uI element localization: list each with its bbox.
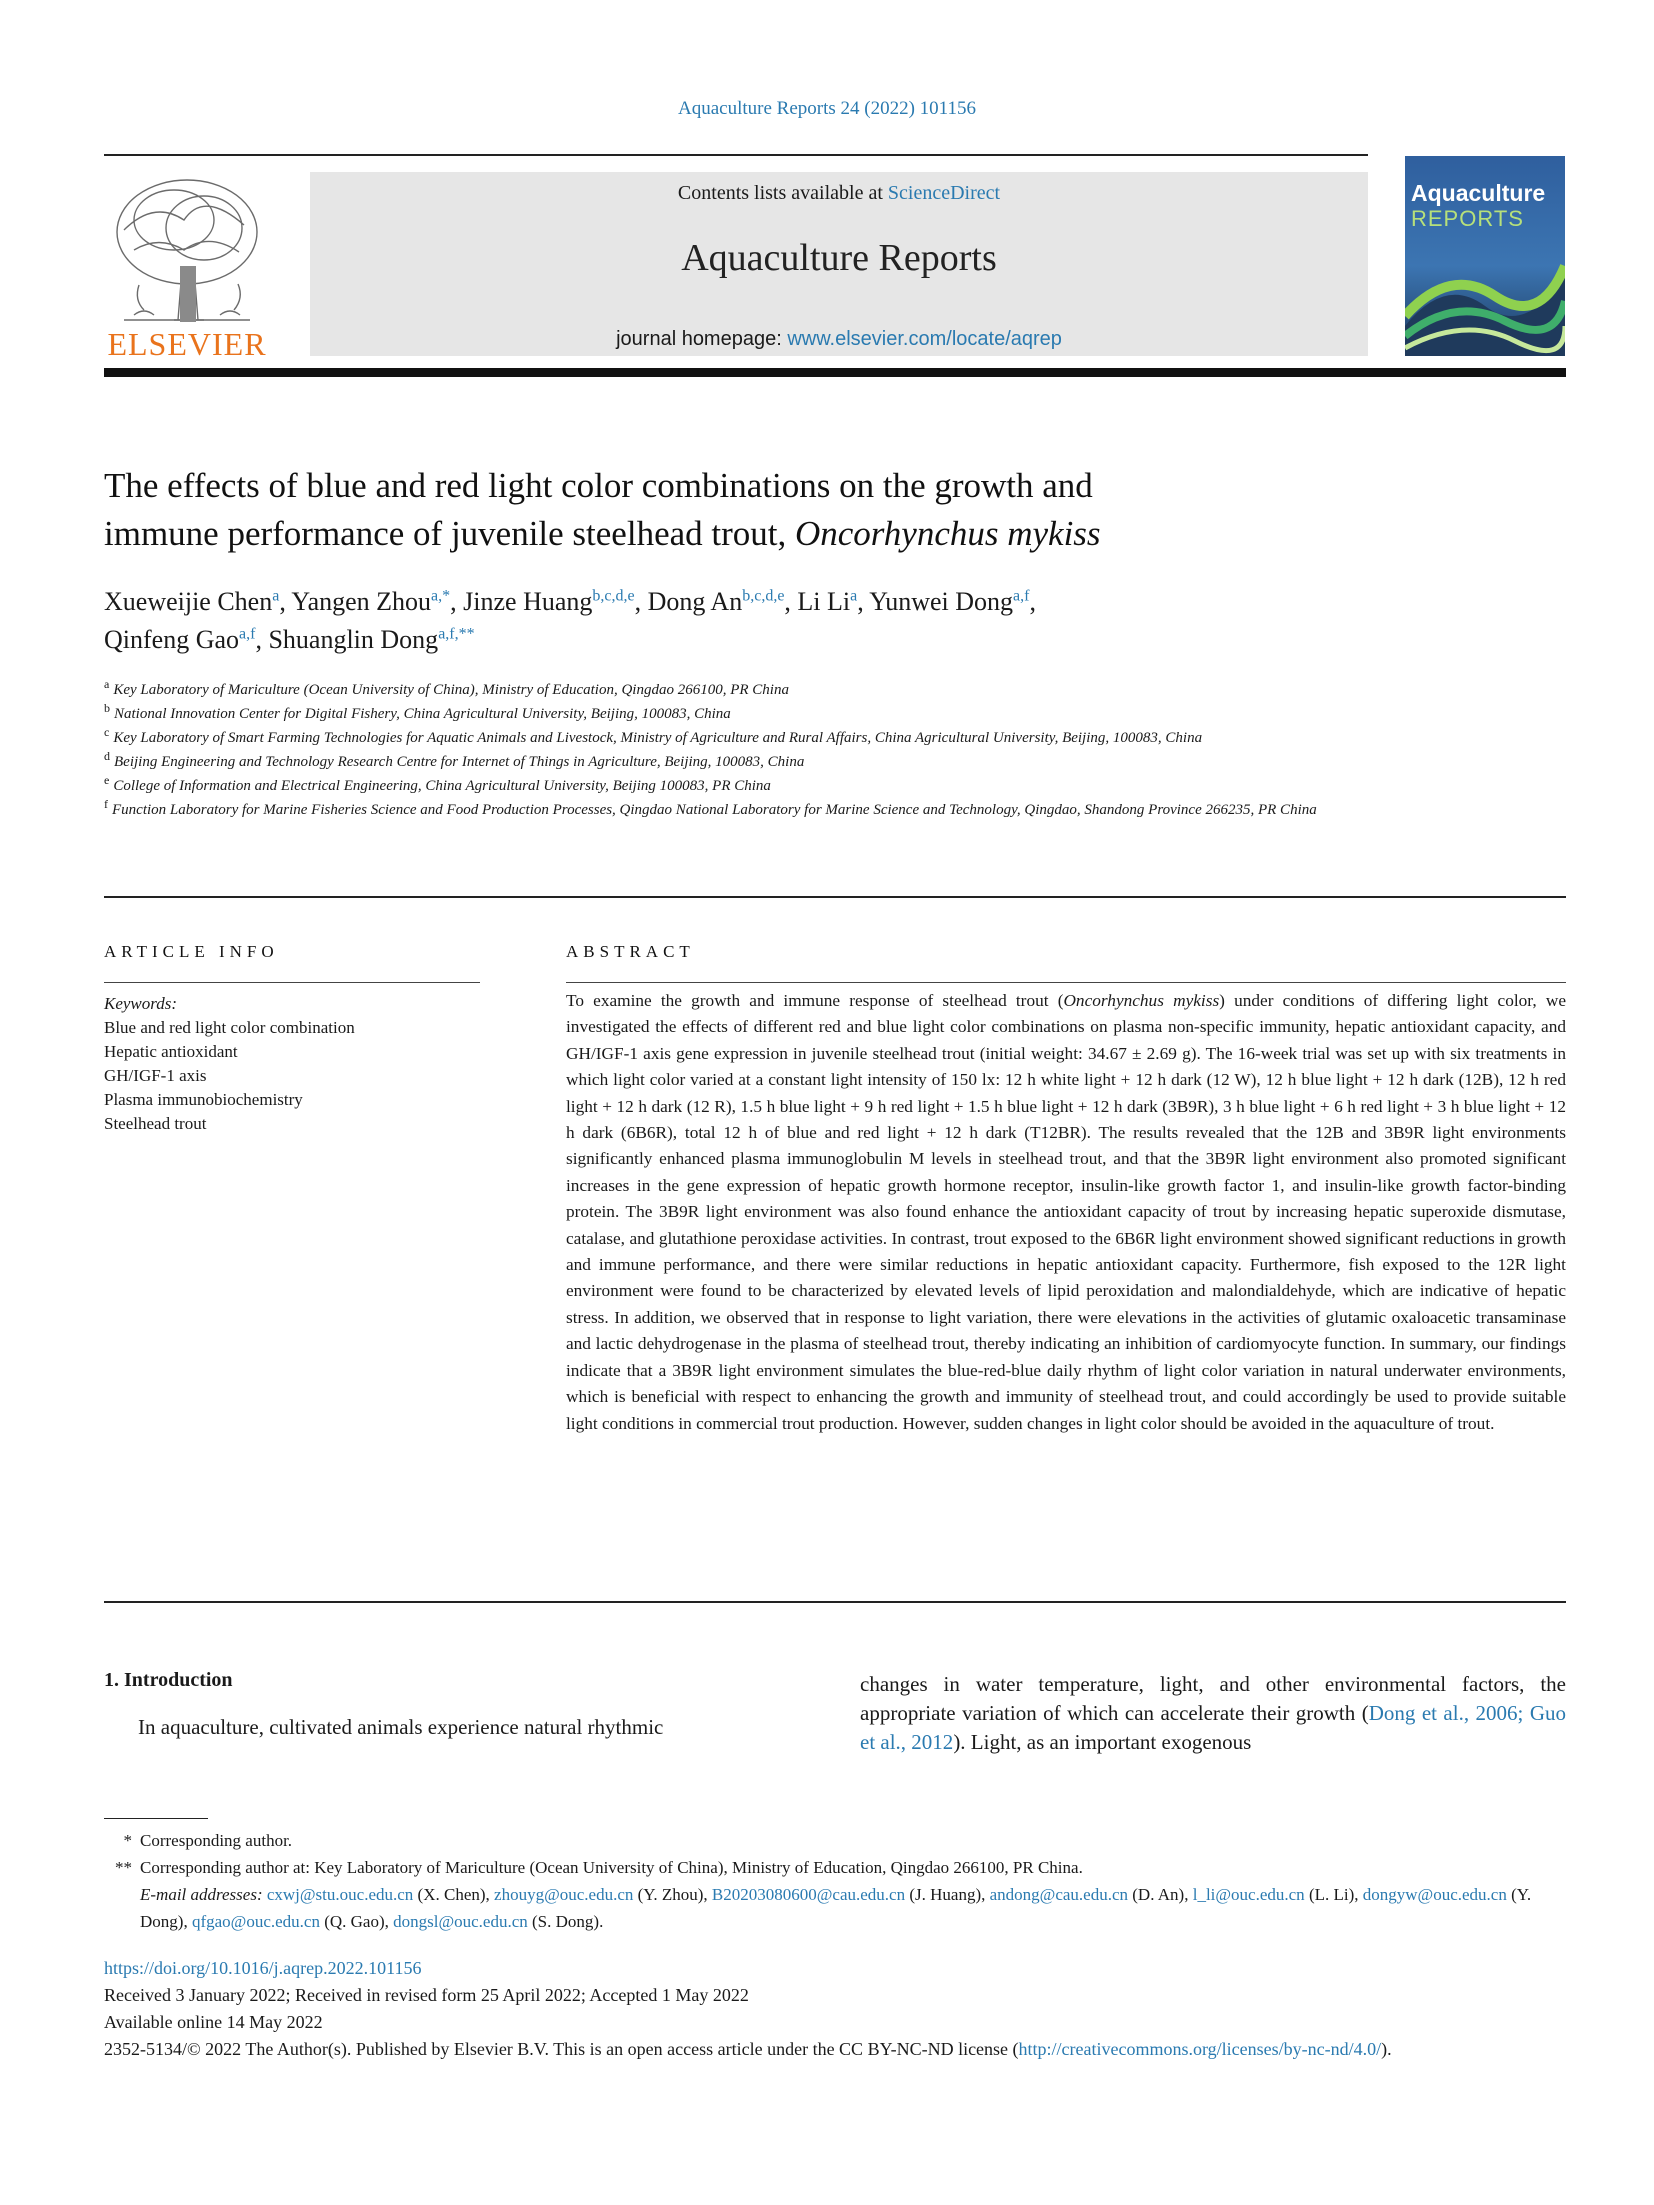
introduction-right-column: changes in water temperature, light, and other environmental factors, the appropriate variation of which can accelerate their growth (Dong et al., 2006; Guo et al., 2012). Light, as an important exogenous [860,1672,1566,1754]
license-note: 2352-5134/© 2022 The Author(s). Published by Elsevier B.V. This is an open access article under the CC BY-NC-ND license (http://creativecommons.org/licenses/by-nc-nd/4.0/). [104,2039,1392,2059]
affiliation: $^a$ Key Laboratory of Mariculture (Ocean University of China), Ministry of Education, Qingdao 266100, PR China [104,677,789,698]
section-rule [104,896,1566,898]
keyword: Hepatic antioxidant [104,1042,238,1061]
keywords-block [104,992,480,1136]
abstract-text: To examine the growth and immune response of steelhead trout (Oncorhynchus mykiss) under conditions of differing light color, we investigated the effects of different red and blue light color combinations on plasma non-specific immunity, hepatic antioxidant capacity, and GH/IGF-1 axis gene expression in juvenile steelhead trout (initial weight: 34.67 ± 2.69 g). The 16-week trial was set up with six treatments in which light color varied at a constant light intensity of 150 lx: 12 h white light + 12 h dark (12 W), 12 h blue light + 12 h dark (12B), 12 h red light + 12 h dark (12 R), 1.5 h blue light + 9 h red light + 1.5 h blue light + 12 h dark (3B9R), 3 h blue light + 6 h red light + 3 h blue light + 12 h dark (6B6R), total 12 h of blue and red light + 12 h dark (T12BR). The results revealed that the 12B and 3B9R light environments significantly enhanced plasma immunoglobulin M levels in steelhead trout, and that the 3B9R light environment also promoted significant increases in the gene expression of hepatic growth hormone receptor, insulin-like growth factor 1, and insulin-like growth factor-binding protein. The 3B9R light environment was also found enhance the antioxidant capacity of trout by increasing hepatic superoxide dismutase, catalase, and glutathione peroxidase activities. In contrast, trout exposed to the 6B6R light environment showed significant reductions in growth and immune performance, and there were similar reductions in hepatic antioxidant capacity. Furthermore, fish exposed to the 12R light environment were found to be characterized by elevated levels of lipid peroxidation and malondialdehyde, which are indicative of hepatic stress. In addition, we observed that in response to light variation, there were elevations in the activities of glutamic oxaloacetic transaminase and lactic dehydrogenase in the plasma of steelhead trout, thereby indicating an inhibition of cardiomyocyte function. In summary, our findings indicate that a 3B9R light environment simulates the blue-red-blue daily rhythm of light color variation in natural underwater environments, which is beneficial with respect to enhancing the growth and immunity of steelhead trout, and could accordingly be used to provide suitable light conditions in commercial trout production. However, sudden changes in light color should be avoided in the aquaculture of trout. [566,991,1566,1433]
email-link[interactable]: dongsl@ouc.edu.cn [393,1912,528,1931]
article-info-heading: ARTICLE INFO [104,942,279,961]
abstract-heading: ABSTRACT [566,942,695,961]
footnotes [104,1827,1566,1935]
received-dates: Received 3 January 2022; Received in revised form 25 April 2022; Accepted 1 May 2022 [104,1985,749,2005]
introduction-left-column: In aquaculture, cultivated animals experience natural rhythmic [138,1715,664,1739]
article-info-rule [104,982,480,983]
affiliation: $^d$ Beijing Engineering and Technology Research Centre for Internet of Things in Agriculture, Beijing, 100083, China [104,749,805,770]
abstract-rule [566,982,1566,983]
homepage-link[interactable]: www.elsevier.com/locate/aqrep [787,328,1062,350]
cover-title-line1: Aquaculture [1411,180,1546,206]
email-link[interactable]: B20203080600@cau.edu.cn [711,1885,906,1904]
contents-line: Contents lists available at ScienceDirect [677,182,1001,204]
publication-info [104,1955,1566,2063]
masthead-bottom-rule [104,368,1566,377]
email-addresses: E-mail addresses: cxwj@stu.ouc.edu.cn (X. Chen), zhouyg@ouc.edu.cn (Y. Zhou), B20203080600@cau.edu.cn (J. Huang), andong@cau.edu.cn (D. An), l_li@ouc.edu.cn (L. Li), dongyw@ouc.edu.cn (Y. Dong), qfgao@ouc.edu.cn (Q. Gao), dongsl@ouc.edu.cn (S. Dong). [140,1885,1532,1931]
online-date: Available online 14 May 2022 [104,2012,323,2032]
journal-name: Aquaculture Reports [681,237,997,279]
cover-title-line2: REPORTS [1411,206,1524,231]
license-link[interactable]: http://creativecommons.org/licenses/by-nc-nd/4.0/ [1018,2039,1382,2059]
email-link[interactable]: qfgao@ouc.edu.cn [191,1912,320,1931]
keyword: Blue and red light color combination [104,1018,355,1037]
header-rule [104,154,1368,156]
author[interactable]: Li Li$^a$ [797,587,858,616]
email-link[interactable]: dongyw@ouc.edu.cn [1362,1885,1507,1904]
affiliation: $^b$ National Innovation Center for Digital Fishery, China Agricultural University, Beijing, 100083, China [104,701,731,722]
journal-homepage: journal homepage: www.elsevier.com/locate/aqrep [616,328,1062,350]
journal-cover-image[interactable] [1405,156,1565,356]
corresponding-author-note: ** Corresponding author at: Key Laboratory of Mariculture (Ocean University of China), Ministry of Education, Qingdao 266100, PR China. [115,1858,1083,1877]
author[interactable]: Shuanglin Dong$^{a,f,**}$ [268,625,475,654]
article-title: The effects of blue and red light color combinations on the growth and immune performance of juvenile steelhead trout, Oncorhynchus mykiss [104,466,1101,553]
keyword: Plasma immunobiochemistry [104,1090,303,1109]
email-link[interactable]: andong@cau.edu.cn [989,1885,1129,1904]
author[interactable]: Jinze Huang$^{b,c,d,e}$ [463,587,635,616]
author[interactable]: Qinfeng Gao$^{a,f}$ [104,625,256,654]
cover-wave-art [1405,256,1565,356]
sciencedirect-link[interactable]: ScienceDirect [887,182,1001,204]
abstract-bottom-rule [104,1601,1566,1603]
doi-link[interactable]: https://doi.org/10.1016/j.aqrep.2022.101156 [104,1958,422,1978]
affiliation: $^f$ Function Laboratory for Marine Fisheries Science and Food Production Processes, Qingdao National Laboratory for Marine Science and Technology, Qingdao, Shandong Province 266235, PR China [104,797,1317,818]
keyword: Steelhead trout [104,1114,207,1133]
author[interactable]: Xueweijie Chen$^a$ [104,587,280,616]
affiliation: $^e$ College of Information and Electrical Engineering, China Agricultural University, Beijing 100083, PR China [104,773,771,794]
author-list: Xueweijie Chen$^a$, Yangen Zhou$^{a,*}$, Jinze Huang$^{b,c,d,e}$, Dong An$^{b,c,d,e}$, Li Li$^a$, Yunwei Dong$^{a,f}$, Qinfeng Gao$^{a,f}$, Shuanglin Dong$^{a,f,**}$ [104,587,1036,654]
email-link[interactable]: l_li@ouc.edu.cn [1192,1885,1305,1904]
keywords-label: Keywords: [104,994,178,1013]
footnote-rule [104,1818,208,1819]
introduction-heading: 1. Introduction [104,1669,233,1691]
journal-reference[interactable]: Aquaculture Reports 24 (2022) 101156 [678,98,976,119]
email-link[interactable]: cxwj@stu.ouc.edu.cn [266,1885,414,1904]
corresponding-author-note: * Corresponding author. [123,1831,293,1850]
keyword: GH/IGF-1 axis [104,1066,207,1085]
affiliation: $^c$ Key Laboratory of Smart Farming Technologies for Aquatic Animals and Livestock, Ministry of Agriculture and Rural Affairs, China Agricultural University, Beijing, 100083, China [104,725,1203,746]
journal-masthead [310,172,1368,356]
publisher-name: ELSEVIER [107,326,267,362]
email-link[interactable]: zhouyg@ouc.edu.cn [494,1885,634,1904]
citation-link[interactable]: Dong et al., 2006; Guo et al., 2012 [860,1701,1566,1754]
author[interactable]: Dong An$^{b,c,d,e}$ [647,587,785,616]
affiliations [104,678,1366,822]
author[interactable]: Yangen Zhou$^{a,*}$ [291,587,451,616]
author[interactable]: Yunwei Dong$^{a,f}$ [869,587,1030,616]
